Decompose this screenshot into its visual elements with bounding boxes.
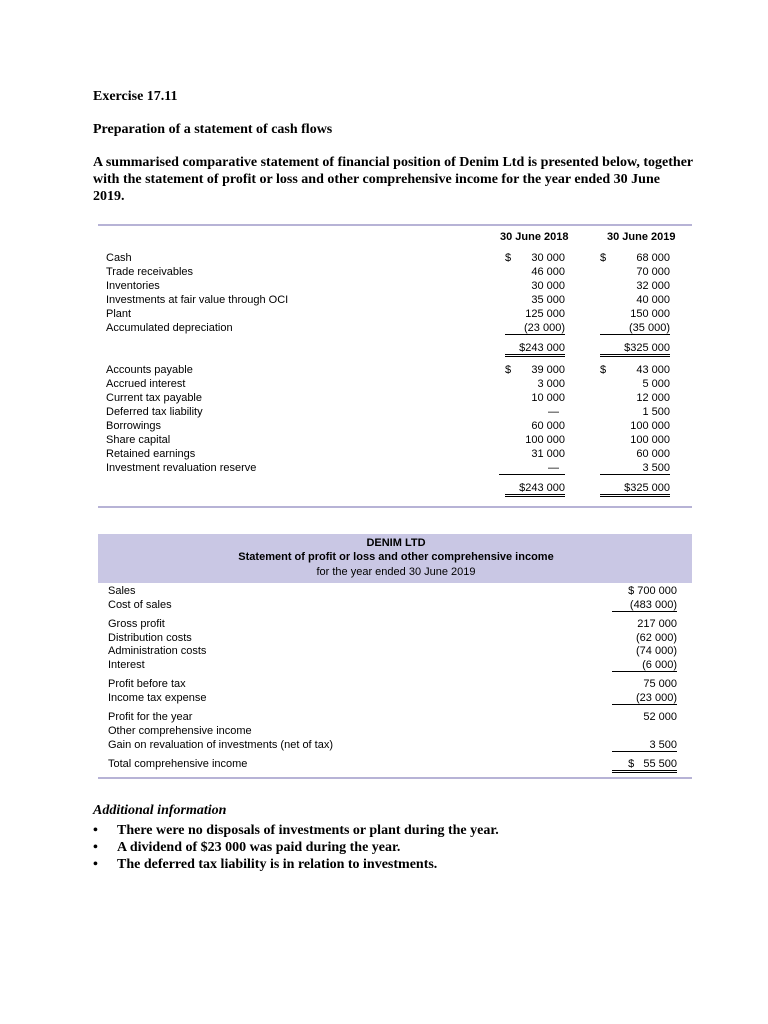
row-label: Investments at fair value through OCI <box>106 294 289 306</box>
row-label: Trade receivables <box>106 266 194 278</box>
row-label: Profit for the year <box>108 711 193 723</box>
bullet-icon: • <box>93 840 98 855</box>
value-2019: 100 000 <box>630 420 670 432</box>
statement-header <box>98 534 692 583</box>
list-item: • A dividend of $23 000 was paid during the year. <box>93 840 401 855</box>
statement-period: for the year ended 30 June 2019 <box>316 566 476 578</box>
table-row <box>108 618 692 632</box>
row-label: Administration costs <box>108 645 207 657</box>
total-row <box>108 758 692 774</box>
row-label: Accrued interest <box>106 378 186 390</box>
column-header-2019: 30 June 2019 <box>607 231 676 243</box>
table-row <box>106 420 692 434</box>
row-label: Profit before tax <box>108 678 186 690</box>
table-row <box>106 294 692 308</box>
table-row <box>108 585 692 599</box>
row-label: Investment revaluation reserve <box>106 462 257 474</box>
value-2019: 3 500 <box>600 462 670 475</box>
list-item: • There were no disposals of investments or plant during the year. <box>93 823 499 838</box>
table-row: Cash $ 30 000 $ 68 000 <box>106 252 670 264</box>
row-value: (23 000) <box>612 692 677 705</box>
value-2018: 30 000 <box>531 280 565 292</box>
row-value: 52 000 <box>643 711 677 723</box>
table-top-rule <box>98 224 692 226</box>
row-value: $ 700 000 <box>628 585 677 597</box>
table-row <box>108 678 692 692</box>
company-name: DENIM LTD <box>366 537 426 549</box>
table-row <box>108 599 692 613</box>
row-value: (74 000) <box>636 645 677 657</box>
table-row <box>106 434 692 448</box>
row-label: Other comprehensive income <box>108 725 252 737</box>
list-item: • The deferred tax liability is in relation to investments. <box>93 857 438 872</box>
value-2018: 31 000 <box>531 448 565 460</box>
value-2018: — <box>499 462 565 475</box>
value-2019: 12 000 <box>636 392 670 404</box>
bullet-icon: • <box>93 857 98 872</box>
row-label: Accumulated depreciation <box>106 322 233 334</box>
total-row <box>106 482 692 498</box>
row-label: Deferred tax liability <box>106 406 203 418</box>
section-heading: Preparation of a statement of cash flows <box>93 122 333 137</box>
row-label: Income tax expense <box>108 692 207 704</box>
row-label: Distribution costs <box>108 632 192 644</box>
value-2018: 60 000 <box>531 420 565 432</box>
row-label: Plant <box>106 308 132 320</box>
row-value: 217 000 <box>637 618 677 630</box>
value-2019: 5 000 <box>642 378 670 390</box>
total-liabilities-2018: $243 000 <box>505 482 565 497</box>
value-2019: 70 000 <box>636 266 670 278</box>
table-row <box>106 280 692 294</box>
value-2018: 125 000 <box>525 308 565 320</box>
row-value: 3 500 <box>612 739 677 752</box>
table-row <box>106 406 692 420</box>
value-2019: 32 000 <box>636 280 670 292</box>
total-row <box>106 342 692 358</box>
row-value: (62 000) <box>636 632 677 644</box>
total-assets-2018: $243 000 <box>505 342 565 357</box>
value-2018: 3 000 <box>537 378 565 390</box>
row-label: Gain on revaluation of investments (net of tax) <box>108 739 334 751</box>
value-2018: (23 000) <box>505 322 565 335</box>
value-2019: 40 000 <box>636 294 670 306</box>
table-row <box>108 711 692 725</box>
value-2018: 100 000 <box>525 434 565 446</box>
table-row <box>108 692 692 706</box>
table-row <box>108 725 692 739</box>
statement-title: Statement of profit or loss and other comprehensive income <box>238 551 554 563</box>
row-value: (483 000) <box>612 599 677 612</box>
row-label: Interest <box>108 659 145 671</box>
table-row <box>108 632 692 646</box>
row-value: 75 000 <box>643 678 677 690</box>
intro-paragraph: A summarised comparative statement of financial position of Denim Ltd is presented below, together with the statement of profit or loss and other comprehensive income for the year ended 30 June 2019. <box>93 155 693 204</box>
row-label: Gross profit <box>108 618 165 630</box>
financial-position-table <box>98 224 692 494</box>
row-label: Cost of sales <box>108 599 172 611</box>
value-2019: 150 000 <box>630 308 670 320</box>
row-label: Sales <box>108 585 136 597</box>
total-assets-2019: $325 000 <box>600 342 670 357</box>
table-row <box>106 322 692 336</box>
row-label: Total comprehensive income <box>108 758 248 770</box>
column-header-2018: 30 June 2018 <box>500 231 569 243</box>
table-row <box>106 462 692 476</box>
value-2018: 46 000 <box>531 266 565 278</box>
row-label: Cash <box>106 252 132 264</box>
table-row <box>108 739 692 753</box>
value-2018: 10 000 <box>531 392 565 404</box>
table-row <box>106 308 692 322</box>
row-label: Share capital <box>106 434 171 446</box>
exercise-title: Exercise 17.11 <box>93 89 178 104</box>
row-label: Current tax payable <box>106 392 202 404</box>
table-row <box>106 448 692 462</box>
statement-bottom-rule <box>98 777 692 779</box>
additional-info-list <box>93 822 499 873</box>
row-label: Inventories <box>106 280 160 292</box>
table-row <box>106 392 692 406</box>
bullet-icon: • <box>93 823 98 838</box>
table-bottom-rule <box>98 506 692 508</box>
row-value: (6 000) <box>612 659 677 672</box>
row-label: Borrowings <box>106 420 162 432</box>
value-2019: 100 000 <box>630 434 670 446</box>
additional-info-title: Additional information <box>93 803 227 818</box>
value-2019: 1 500 <box>642 406 670 418</box>
value-2019: 60 000 <box>636 448 670 460</box>
value-2018: 35 000 <box>531 294 565 306</box>
table-row: Accounts payable $ 39 000 $ 43 000 <box>106 364 670 376</box>
table-row <box>108 659 692 673</box>
value-2018: — <box>548 406 559 418</box>
row-value: $ 55 500 <box>612 758 677 773</box>
total-liabilities-2019: $325 000 <box>600 482 670 497</box>
profit-or-loss-statement <box>98 534 692 777</box>
table-row <box>106 266 692 280</box>
value-2019: (35 000) <box>600 322 670 335</box>
table-row <box>108 645 692 659</box>
table-row <box>106 378 692 392</box>
row-label: Retained earnings <box>106 448 196 460</box>
row-label: Accounts payable <box>106 364 193 376</box>
